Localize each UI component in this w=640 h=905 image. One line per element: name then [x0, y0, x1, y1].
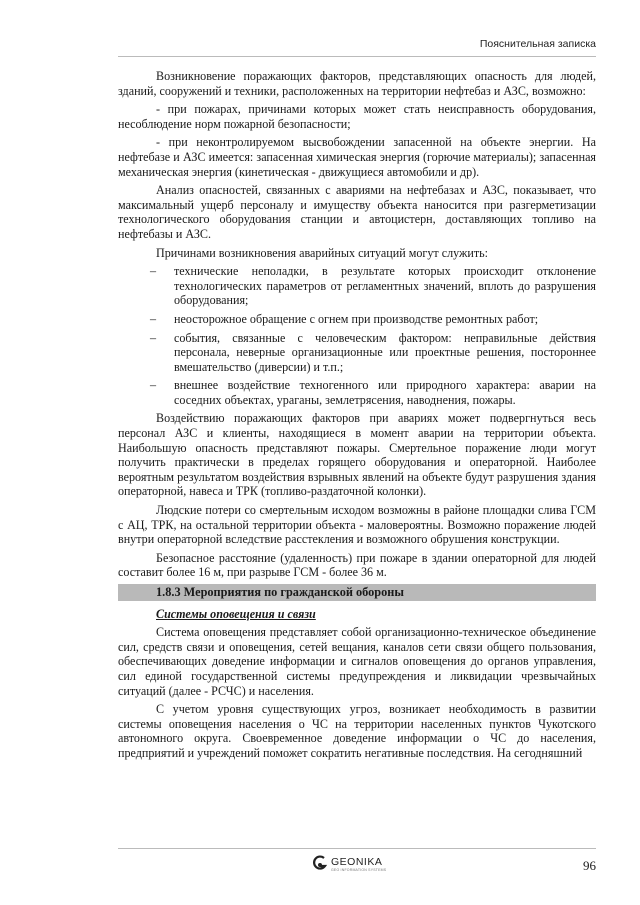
paragraph-1: Возникновение поражающих факторов, представляющих опасность для людей, зданий, сооружений и техники, расположенных на территории нефтебаз и АЗС, возможно:	[118, 69, 596, 98]
list-item-text: события, связанные с человеческим фактором: неправильные действия персонала, неверные организационные или проектные решения, постороннее вмешательство (диверсии) и т.п.;	[174, 330, 596, 374]
list-item-text: неосторожное обращение с огнем при производстве ремонтных работ;	[174, 311, 539, 326]
list-item-text: технические неполадки, в результате которых происходит отклонение технологических параметров от регламентных значений, вплоть до разрушения оборудования;	[174, 264, 596, 308]
dash-bullet-icon: –	[150, 330, 157, 345]
list-item	[150, 311, 596, 327]
logo-subtext: GEO INFORMATION SYSTEMS	[331, 867, 387, 872]
list-item	[150, 330, 596, 375]
geonika-logo-icon	[312, 854, 328, 874]
paragraph-4: Анализ опасностей, связанных с авариями на нефтебазах и АЗС, показывает, что максимальный ущерб персоналу и имуществу объекта наносится при разгерметизации технологического оборудования станции и автоцистерн, доставляющих топливо на нефтебазы и АЗС.	[118, 183, 596, 241]
paragraph-10: С учетом уровня существующих угроз, возникает необходимость в развитии системы оповещения населения о ЧС на территории населенных пунктов Чукотского автономного округа. Своевременное доведение информации о ЧС до населения, предприятий и учреждений поможет сократить негативные последствия. На сегодняшний	[118, 702, 596, 760]
paragraph-8: Безопасное расстояние (удаленность) при пожаре в здании операторной для людей составит более 16 м, при разрыве ГСМ - более 36 м.	[118, 550, 596, 580]
list-item	[150, 264, 596, 308]
logo-text: GEONIKA	[331, 855, 383, 868]
paragraph-6: Воздействию поражающих факторов при авариях может подвергнуться весь персонал АЗС и клиенты, находящиеся в момент аварии на территории объекта. Наибольшую опасность представляют пожары. Смертельное поражение люди могут получить практически в пределах горящего оборудования и операторной. Наиболее вероятным результатом воздействия взрывных явлений на объекте будут разрушения здания операторной, навеса и ТРК (топливо-раздаточной колонки).	[118, 411, 596, 499]
dash-bullet-icon: –	[150, 311, 157, 326]
causes-list	[118, 264, 596, 407]
paragraph-7: Людские потери со смертельным исходом возможны в районе площадки слива ГСМ с АЦ, ТРК, на остальной территории объекта - маловероятны. Возможно поражение людей внутри операторной вследствие расстекления и возможного обрушения конструкции.	[118, 503, 596, 547]
section-title: 1.8.3 Мероприятия по гражданской обороны	[118, 584, 596, 601]
list-item-text: внешнее воздействие техногенного или природного характера: аварии на соседних объектах, ураганы, землетрясения, наводнения, пожары.	[174, 378, 596, 407]
footer-rule	[118, 848, 596, 849]
header-rule	[118, 56, 596, 57]
paragraph-9: Система оповещения представляет собой организационно-техническое объединение сил, средств связи и оповещения, сетей вещания, каналов сети связи общего пользования, обеспечивающих доведение информации и сигналов оповещения до органов управления, сил единой государственной системы предупреждения и ликвидации чрезвычайных ситуаций (далее - РСЧС) и населения.	[118, 625, 596, 698]
subsection-title: Системы оповещения и связи	[156, 606, 316, 621]
document-body	[118, 69, 596, 765]
paragraph-2: - при пожарах, причинами которых может стать неисправность оборудования, несоблюдение норм пожарной безопасности;	[118, 102, 596, 131]
page-number: 96	[583, 858, 596, 873]
paragraph-3: - при неконтролируемом высвобождении запасенной на объекте энергии. На нефтебазе и АЗС имеется: запасенная химическая энергия (горючие материалы); запасенная механическая энергия (кинетическая - движущиеся автомобили и др).	[118, 135, 596, 179]
dash-bullet-icon: –	[150, 378, 157, 393]
dash-bullet-icon: –	[150, 264, 157, 279]
page-header: Пояснительная записка	[479, 38, 596, 50]
geonika-logo	[312, 854, 386, 874]
paragraph-5: Причинами возникновения аварийных ситуаций могут служить:	[156, 245, 489, 260]
list-item	[150, 378, 596, 407]
